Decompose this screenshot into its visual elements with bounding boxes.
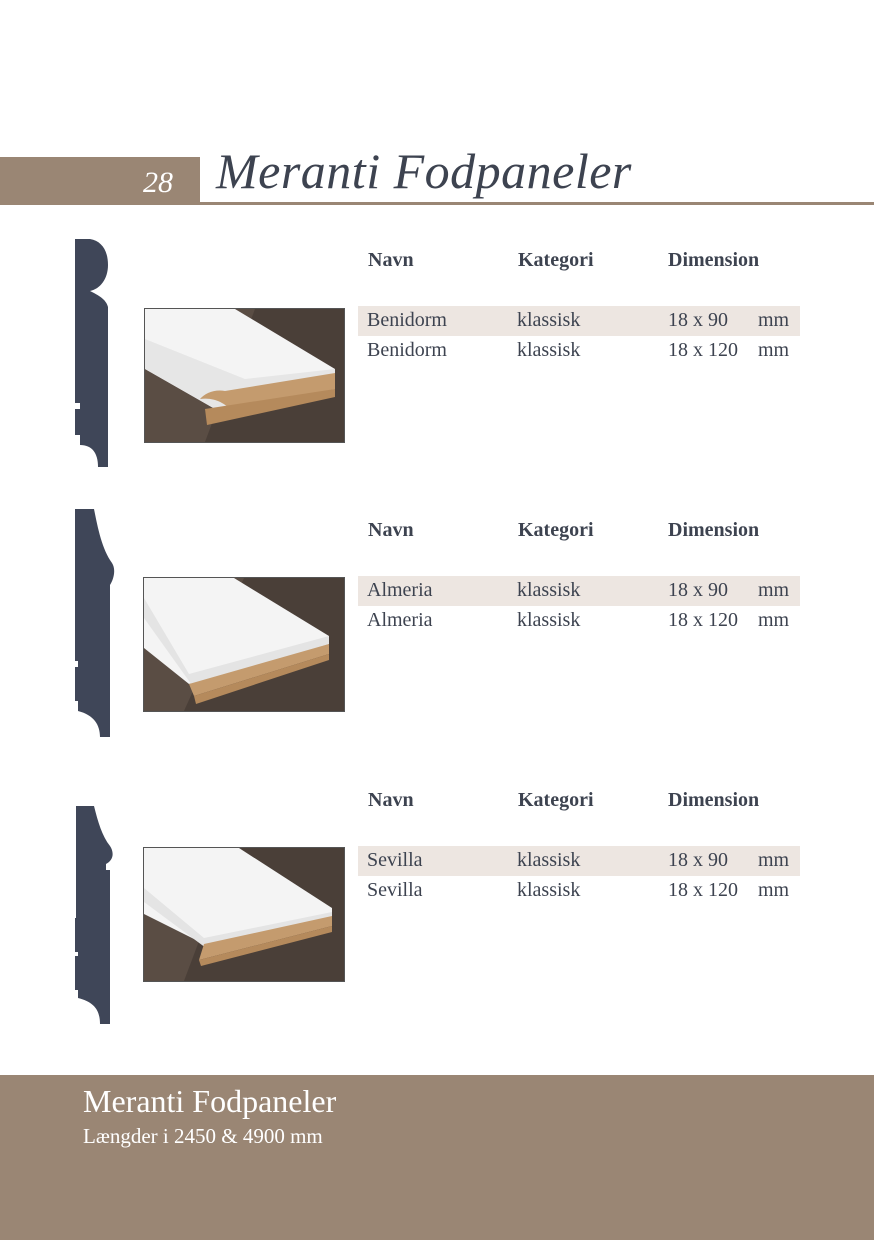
product-dimension: 18 x 90: [668, 579, 728, 601]
product-category: klassisk: [517, 879, 581, 901]
column-header-category: Kategori: [518, 249, 594, 271]
product-name: Sevilla: [367, 879, 423, 901]
product-category: klassisk: [517, 339, 581, 361]
dimension-unit: mm: [758, 609, 790, 631]
dimension-unit: mm: [758, 879, 790, 901]
product-name: Almeria: [367, 579, 433, 601]
column-header-category: Kategori: [518, 519, 594, 541]
dimension-unit: mm: [758, 309, 790, 331]
product-category: klassisk: [517, 609, 581, 631]
product-category: klassisk: [517, 309, 581, 331]
table-row: [358, 576, 800, 606]
table-row: [358, 606, 800, 636]
page-number: 28: [143, 166, 173, 199]
dimension-unit: mm: [758, 849, 790, 871]
product-dimension: 18 x 120: [668, 609, 738, 631]
profile-drawing-almeria: [72, 509, 118, 741]
footer-subtitle: Længder i 2450 & 4900 mm: [83, 1124, 323, 1148]
page-title: Meranti Fodpaneler: [206, 146, 638, 196]
product-name: Almeria: [367, 609, 433, 631]
header-rule: [200, 202, 874, 205]
product-category: klassisk: [517, 579, 581, 601]
product-category: klassisk: [517, 849, 581, 871]
table-row: [358, 876, 800, 906]
product-photo-almeria: [143, 577, 345, 712]
footer-title: Meranti Fodpaneler: [83, 1083, 337, 1119]
product-name: Benidorm: [367, 339, 447, 361]
column-header-category: Kategori: [518, 789, 594, 811]
profile-drawing-benidorm: [72, 239, 118, 471]
product-photo-benidorm: [144, 308, 345, 443]
product-section-sevilla: [0, 779, 874, 1019]
product-dimension: 18 x 120: [668, 339, 738, 361]
product-section-benidorm: [0, 239, 874, 479]
column-header-dimension: Dimension: [668, 519, 760, 541]
product-dimension: 18 x 90: [668, 309, 728, 331]
profile-drawing-sevilla: [72, 806, 118, 1026]
table-row: [358, 336, 800, 366]
dimension-unit: mm: [758, 339, 790, 361]
column-header-dimension: Dimension: [668, 789, 760, 811]
product-dimension: 18 x 120: [668, 879, 738, 901]
product-section-almeria: [0, 509, 874, 749]
product-photo-sevilla: [143, 847, 345, 982]
column-header-name: Navn: [368, 519, 414, 541]
column-header-name: Navn: [368, 789, 414, 811]
dimension-unit: mm: [758, 579, 790, 601]
table-row: [358, 846, 800, 876]
product-dimension: 18 x 90: [668, 849, 728, 871]
table-row: [358, 306, 800, 336]
product-name: Benidorm: [367, 309, 447, 331]
product-name: Sevilla: [367, 849, 423, 871]
column-header-dimension: Dimension: [668, 249, 760, 271]
column-header-name: Navn: [368, 249, 414, 271]
